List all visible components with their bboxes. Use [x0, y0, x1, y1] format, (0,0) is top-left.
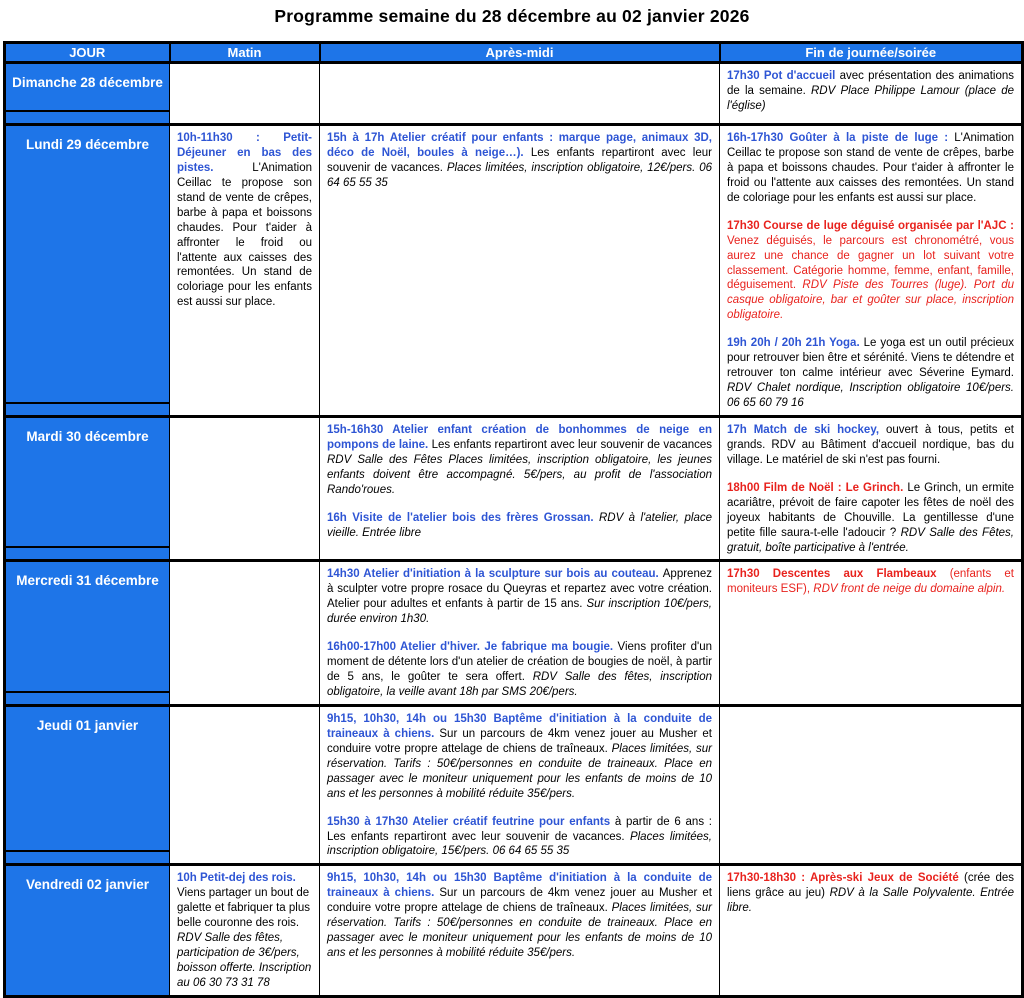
day-cell-bottom-strip: [6, 110, 169, 123]
cell-mardi-apres-midi: 15h-16h30 Atelier enfant création de bonhommes de neige en pompons de laine. Les enfants repartiront avec leur souvenir de vacances RDV Salle des Fêtes Places limitées, inscription obligatoire, les jeunes enfants doivent être accompagné. 5€/pers, au profit de l'association Rando'roues. 16h Visite de l'atelier bois des frères Grossan. RDV à l'atelier, place vieille. Entrée libre: [320, 416, 720, 561]
row-jeudi-01-janvier: [5, 705, 1023, 864]
cell-mardi-matin: [170, 416, 320, 561]
cell-jeudi-matin: [170, 705, 320, 864]
day-label: Dimanche 28 décembre: [12, 75, 163, 90]
row-vendredi-02-janvier: [5, 865, 1023, 997]
row-mardi-30-decembre: [5, 416, 1023, 561]
column-header-matin: Matin: [170, 43, 320, 63]
day-label: Mercredi 31 décembre: [16, 573, 159, 589]
cell-mercredi-fin: 17h30 Descentes aux Flambeaux (enfants et moniteurs ESF), RDV front de neige du domaine alpin.: [720, 561, 1023, 706]
cell-lundi-fin: 16h-17h30 Goûter à la piste de luge : L'Animation Ceillac te propose son stand de vente de crêpes, barbe à papa et boissons chaudes. Pour t'aider à affronter le froid ou l'attente aux caisses des remontées. Un stand de coloriage pour les enfants est aussi sur place. 17h30 Course de luge déguisé organisée par l'AJC : Venez déguisés, le parcours est chronométré, vous aurez une chance de gagner un lot suivant votre classement. Catégorie homme, femme, enfant, famille, déguisement. RDV Piste des Tourres (luge). Port du casque obligatoire, bar et goûter sur place, inscription obligatoire. 19h 20h / 20h 21h Yoga. Le yoga est un outil précieux pour retrouver bien être et sérénité. Viens te détendre et retrouver ton calme intérieur avec Séverine Eymard. RDV Chalet nordique, Inscription obligatoire 10€/pers. 06 65 60 79 16: [720, 125, 1023, 417]
cell-mardi-fin: 17h Match de ski hockey, ouvert à tous, petits et grands. RDV au Bâtiment d'accueil nordique, bas du village. Le matériel de ski n'est pas fourni. 18h00 Film de Noël : Le Grinch. Le Grinch, un ermite acariâtre, prévoit de faire capoter les fêtes de noël des joyeux habitants de Chouville. La gentillesse d'une petite fille saura-t-elle l'adoucir ? RDV Salle des Fêtes, gratuit, boîte participative à l'entrée.: [720, 416, 1023, 561]
cell-lundi-apres-midi: 15h à 17h Atelier créatif pour enfants : marque page, animaux 3D, déco de Noël, boules à neige…). Les enfants repartiront avec leur souvenir de vacances. Places limitées, inscription obligatoire, 12€/pers. 06 64 65 55 35: [320, 125, 720, 417]
day-cell-dimanche: [5, 63, 170, 125]
day-label: Jeudi 01 janvier: [36, 717, 139, 733]
cell-dimanche-matin: [170, 63, 320, 125]
cell-dimanche-apres-midi: [320, 63, 720, 125]
column-header-fin-de-journee: Fin de journée/soirée: [720, 43, 1023, 63]
day-cell-vendredi: [5, 865, 170, 997]
day-cell-mardi: [5, 416, 170, 561]
day-cell-bottom-strip: [6, 546, 169, 559]
cell-lundi-matin: 10h-11h30 : Petit-Déjeuner en bas des pistes. L'Animation Ceillac te propose son stand de vente de crêpes, barbe à papa et boissons chaudes. Pour t'aider à affronter le froid ou l'attente aux caisses des remontées. Un stand de coloriage pour les enfants est aussi sur place.: [170, 125, 320, 417]
cell-jeudi-apres-midi: 9h15, 10h30, 14h ou 15h30 Baptême d'initiation à la conduite de traineaux à chiens. Sur un parcours de 4km venez jouer au Musher et conduire votre propre attelage de chiens de traîneaux. Places limitées, sur réservation. Tarifs : 50€/personnes en conduite de traineaux. Place en passager avec le moniteur uniquement pour les enfants de moins de 10 ans et les personnes à mobilité réduite 35€/pers. 15h30 à 17h30 Atelier créatif feutrine pour enfants à partir de 6 ans : Les enfants repartiront avec leur souvenir de vacances. Places limitées, inscription obligatoire, 15€/pers. 06 64 65 55 35: [320, 705, 720, 864]
cell-mercredi-apres-midi: 14h30 Atelier d'initiation à la sculpture sur bois au couteau. Apprenez à sculpter votre propre rosace du Queyras et repartez avec votre création. Atelier pour adultes et enfants à partir de 15 ans. Sur inscription 10€/pers, durée environ 1h30. 16h00-17h00 Atelier d'hiver. Je fabrique ma bougie. Viens profiter d'un moment de détente lors d'un atelier de création de bougies de noël, à partir de 5 ans, le goûter te sera offert. RDV Salle des fêtes, inscription obligatoire, la veille avant 18h par SMS 20€/pers.: [320, 561, 720, 706]
row-dimanche-28-decembre: [5, 63, 1023, 125]
column-header-apres-midi: Après-midi: [320, 43, 720, 63]
day-cell-bottom-strip: [6, 402, 169, 415]
day-cell-bottom-strip: [6, 691, 169, 704]
row-mercredi-31-decembre: [5, 561, 1023, 706]
day-label: Lundi 29 décembre: [25, 137, 150, 152]
column-header-jour: JOUR: [5, 43, 170, 63]
header-row: [5, 43, 1023, 63]
day-cell-lundi: [5, 125, 170, 417]
day-label: Mardi 30 décembre: [26, 428, 149, 444]
cell-vendredi-fin: 17h30-18h30 : Après-ski Jeux de Société (crée des liens grâce au jeu) RDV à la Salle Polyvalente. Entrée libre.: [720, 865, 1023, 997]
cell-dimanche-fin: 17h30 Pot d'accueil avec présentation des animations de la semaine. RDV Place Philippe Lamour (place de l'église): [720, 63, 1023, 125]
page-title: Programme semaine du 28 décembre au 02 janvier 2026: [274, 6, 750, 26]
schedule-table: [3, 41, 1024, 998]
day-label: Vendredi 02 janvier: [25, 877, 150, 893]
cell-jeudi-fin: [720, 705, 1023, 864]
day-cell-jeudi: [5, 705, 170, 864]
row-lundi-29-decembre: [5, 125, 1023, 417]
day-cell-mercredi: [5, 561, 170, 706]
day-cell-bottom-strip: [6, 850, 169, 863]
cell-vendredi-matin: 10h Petit-dej des rois. Viens partager un bout de galette et fabriquer ta plus belle couronne des rois. RDV Salle des fêtes, participation de 3€/pers, boisson offerte. Inscription au 06 30 73 31 78: [170, 865, 320, 997]
cell-mercredi-matin: [170, 561, 320, 706]
cell-vendredi-apres-midi: 9h15, 10h30, 14h ou 15h30 Baptême d'initiation à la conduite de traineaux à chiens. Sur un parcours de 4km venez jouer au Musher et conduire votre propre attelage de chiens de traîneaux. Places limitées, sur réservation. Tarifs : 50€/personnes en conduite de traineaux. Place en passager avec le moniteur uniquement pour les enfants de moins de 10 ans et les personnes à mobilité réduite 35€/pers.: [320, 865, 720, 997]
